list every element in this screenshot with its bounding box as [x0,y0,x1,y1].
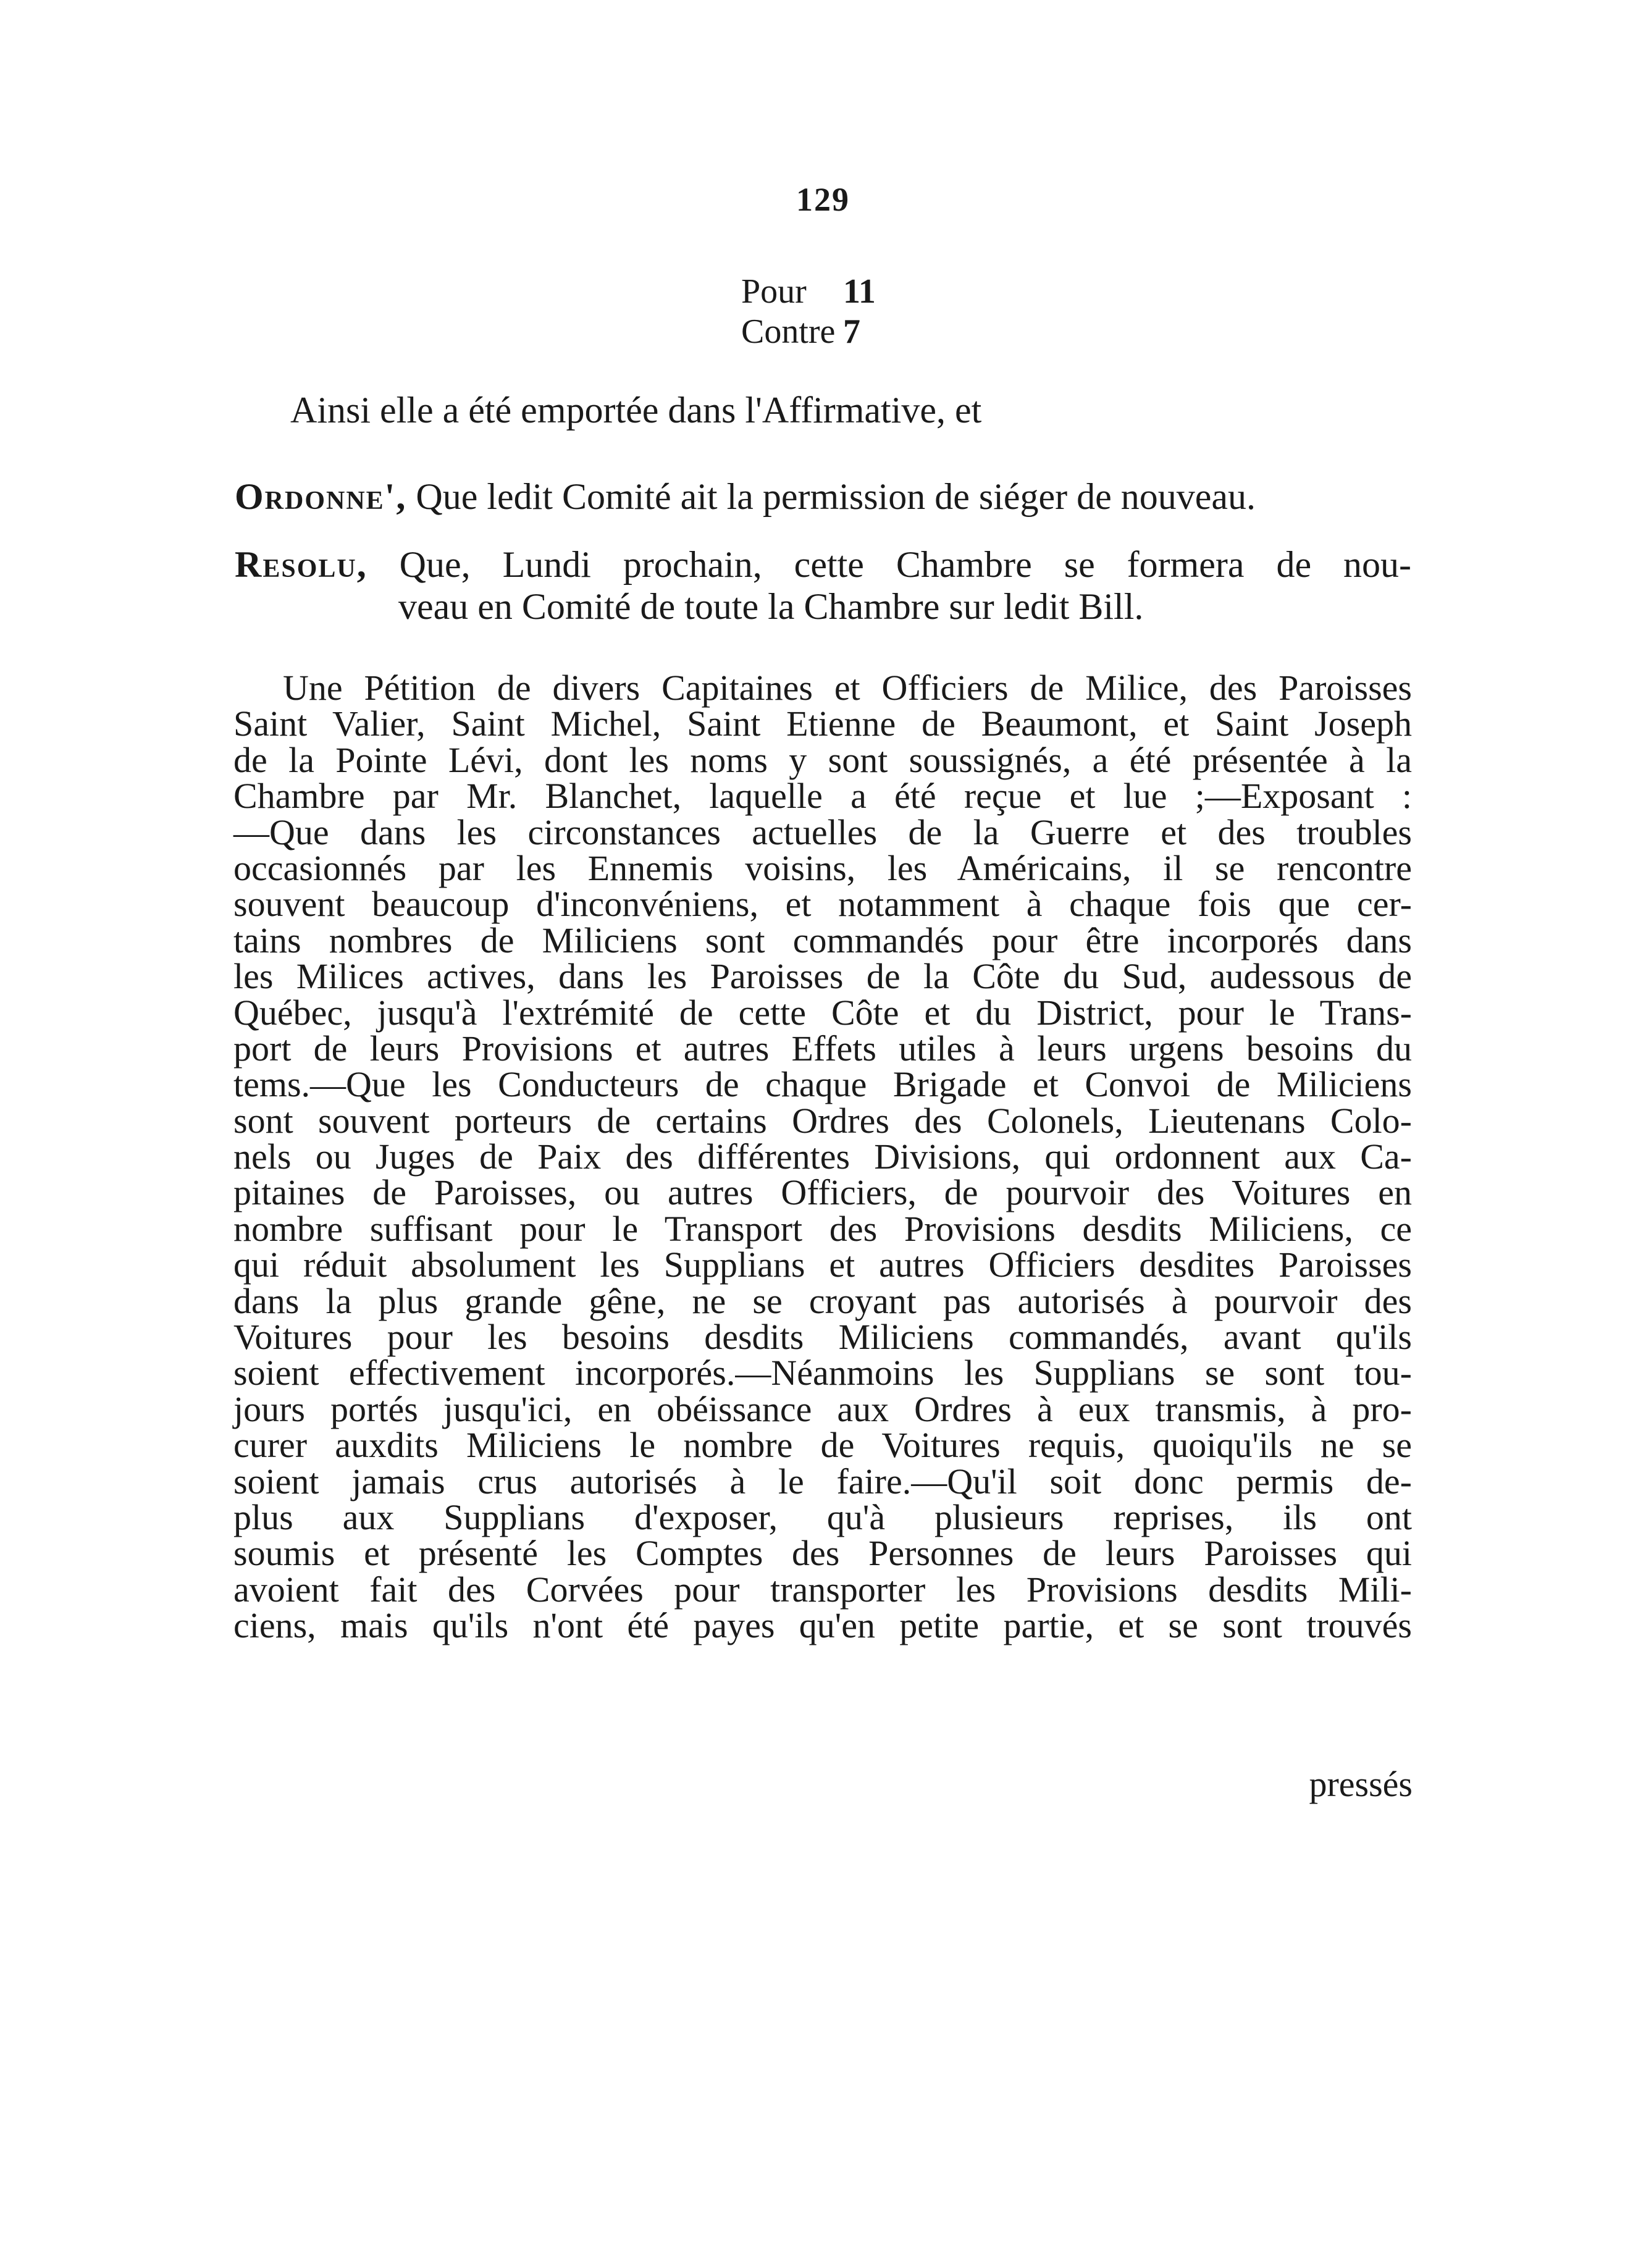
petition-line: sont souvent porteurs de certains Ordres des Colonels, Lieutenans Colo- [233,1100,1412,1141]
petition-line: Chambre par Mr. Blanchet, laquelle a été reçue et lue ;—Exposant : [233,776,1412,817]
order-paragraph [235,476,1256,518]
petition-line: Saint Valier, Saint Michel, Saint Etienne de Beaumont, et Saint Joseph [233,704,1412,744]
petition-line: plus aux Supplians d'exposer, qu'à plusieurs reprises, ils ont [233,1497,1412,1537]
petition-line: Une Pétition de divers Capitaines et Officiers de Milice, des Paroisses [283,668,1412,708]
resolution-paragraph [235,544,1411,628]
vote-contre-row [741,312,860,351]
resolution-line-1: Que, Lundi prochain, cette Chambre se formera de nou- [399,544,1412,585]
order-text: Que ledit Comité ait la permission de siéger de nouveau. [416,476,1256,517]
petition-line: tains nombres de Miliciens sont commandés pour être incorporés dans [233,920,1412,960]
petition-line: nombre suffisant pour le Transport des Provisions desdits Miliciens, ce [233,1208,1412,1249]
order-keyword: Ordonne', [235,476,407,517]
petition-line: jours portés jusqu'ici, en obéissance aux Ordres à eux transmis, à pro- [233,1388,1412,1429]
resolution-line-2: veau en Comité de toute la Chambre sur ledit Bill. [398,586,1144,627]
petition-line: ciens, mais qu'ils n'ont été payes qu'en petite partie, et se sont trouvés [233,1605,1412,1646]
petition-line: tems.—Que les Conducteurs de chaque Brigade et Convoi de Miliciens [233,1064,1412,1105]
petition-line: soient effectivement incorporés.—Néanmoins les Supplians se sont tou- [233,1353,1412,1393]
motion-result: Ainsi elle a été emportée dans l'Affirmative, et [290,390,982,430]
petition-paragraph [233,670,1412,1644]
vote-pour-row [741,272,876,311]
petition-line: les Milices actives, dans les Paroisses de la Côte du Sud, audessous de [233,956,1412,997]
petition-line: dans la plus grande gêne, ne se croyant pas autorisés à pourvoir des [233,1280,1412,1321]
page-number: 129 [796,181,850,218]
vote-pour-label: Pour [741,272,807,311]
petition-line: —Que dans les circonstances actuelles de la Guerre et des troubles [233,812,1412,852]
vote-pour-count: 11 [843,272,876,311]
petition-line: nels ou Juges de Paix des différentes Divisions, qui ordonnent aux Ca- [233,1136,1412,1177]
petition-line: de la Pointe Lévi, dont les noms y sont soussignés, a été présentée à la [233,739,1412,780]
petition-line: soumis et présenté les Comptes des Personnes de leurs Paroisses qui [233,1533,1412,1574]
petition-line: pitaines de Paroisses, ou autres Officiers, de pourvoir des Voitures en [233,1172,1412,1213]
resolution-keyword: Resolu, [235,544,367,585]
petition-line: Québec, jusqu'à l'extrémité de cette Côte et du District, pour le Trans- [233,992,1412,1033]
petition-line: soient jamais crus autorisés à le faire.—Qu'il soit donc permis de- [233,1461,1412,1502]
petition-line: avoient fait des Corvées pour transporter les Provisions desdits Mili- [233,1569,1412,1610]
petition-line: souvent beaucoup d'inconvéniens, et notamment à chaque fois que cer- [233,884,1412,925]
petition-line: curer auxdits Miliciens le nombre de Voitures requis, quoiqu'ils ne se [233,1425,1412,1466]
petition-line: Voitures pour les besoins desdits Miliciens commandés, avant qu'ils [233,1317,1412,1358]
petition-line: port de leurs Provisions et autres Effets utiles à leurs urgens besoins du [233,1028,1412,1069]
petition-line: qui réduit absolument les Supplians et autres Officiers desdites Paroisses [233,1245,1412,1285]
petition-line: occasionnés par les Ennemis voisins, les Américains, il se rencontre [233,847,1412,888]
catchword: pressés [1309,1764,1413,1804]
vote-contre-count: 7 [843,313,860,351]
vote-contre-label: Contre [741,313,836,351]
